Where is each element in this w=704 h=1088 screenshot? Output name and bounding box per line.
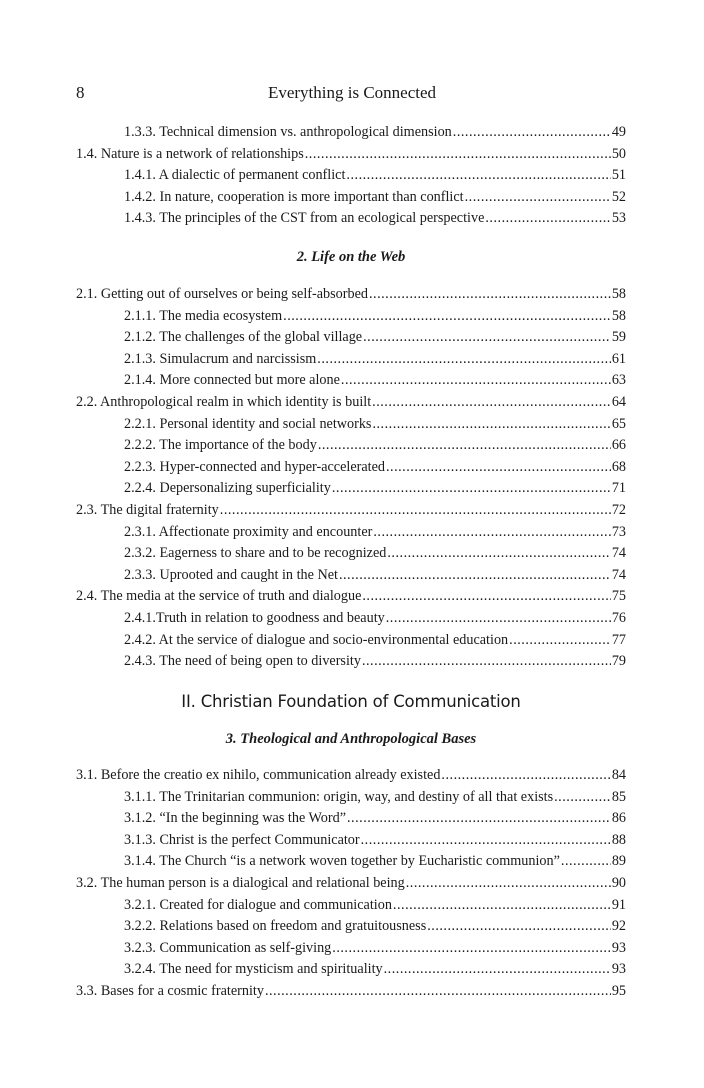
dot-leader <box>363 327 611 349</box>
toc-entry <box>76 392 626 414</box>
toc-page-number: 51 <box>611 167 626 184</box>
toc-entry <box>76 586 626 608</box>
toc-entry <box>76 435 626 457</box>
toc-entry <box>76 651 626 673</box>
toc-entry <box>76 522 626 544</box>
toc-entry-title: 1.4.1. A dialectic of permanent conflict <box>124 167 346 184</box>
toc-entry <box>76 165 626 187</box>
toc-section <box>76 284 626 673</box>
dot-leader <box>339 565 611 587</box>
dot-leader <box>386 608 611 630</box>
toc-entry <box>76 122 626 144</box>
toc-page-number: 89 <box>611 853 626 870</box>
dot-leader <box>427 916 611 938</box>
toc-entry <box>76 959 626 981</box>
dot-leader <box>318 435 611 457</box>
toc-entry-title: 2.3. The digital fraternity <box>76 501 219 518</box>
toc-page-number: 85 <box>611 788 626 805</box>
toc-page-number: 76 <box>611 609 626 626</box>
dot-leader <box>220 500 611 522</box>
toc-page-number: 64 <box>611 393 626 410</box>
toc-page-number: 92 <box>611 918 626 935</box>
dot-leader <box>554 787 611 809</box>
toc-entry-title: 2.2. Anthropological realm in which identity is built <box>76 393 372 410</box>
dot-leader <box>341 370 611 392</box>
toc-page-number: 77 <box>611 631 626 648</box>
toc-entry <box>76 306 626 328</box>
toc-page-number: 95 <box>611 982 626 999</box>
dot-leader <box>373 522 610 544</box>
chapter-heading: 3. Theological and Anthropological Bases <box>225 731 477 747</box>
toc-entry-title: 2.1. Getting out of ourselves or being self-absorbed <box>76 286 368 302</box>
toc-entry <box>76 873 626 895</box>
toc-entry <box>76 349 626 371</box>
dot-leader <box>372 392 611 414</box>
toc-entry-title: 3.1.4. The Church “is a network woven together by Eucharistic communion” <box>124 853 560 870</box>
toc-entry-title: 2.2.1. Personal identity and social networks <box>124 415 372 432</box>
toc-entry <box>76 144 626 166</box>
toc-entry-title: 2.4.1.Truth in relation to goodness and beauty <box>124 609 385 626</box>
toc-page-number: 63 <box>611 372 626 389</box>
toc-entry <box>76 938 626 960</box>
toc-entry <box>76 830 626 852</box>
toc-page-number: 93 <box>611 961 626 978</box>
toc-page-number: 52 <box>611 188 626 205</box>
dot-leader <box>369 284 611 306</box>
toc-entry-title: 3.1.1. The Trinitarian communion: origin, way, and destiny of all that exists <box>124 788 554 805</box>
dot-leader <box>283 306 611 328</box>
toc-entry <box>76 895 626 917</box>
toc-page-number: 75 <box>611 588 626 605</box>
dot-leader <box>362 651 611 673</box>
toc-entry-title: 1.4.2. In nature, cooperation is more important than conflict <box>124 188 464 205</box>
toc-entry-title: 3.3. Bases for a cosmic fraternity <box>76 982 264 999</box>
dot-leader <box>347 808 611 830</box>
dot-leader <box>509 630 611 652</box>
toc-page-number: 93 <box>611 939 626 956</box>
toc-page-number: 65 <box>611 415 626 432</box>
running-head <box>76 82 628 104</box>
toc-entry-title: 2.3.1. Affectionate proximity and encounter <box>124 523 373 540</box>
toc-entry <box>76 851 626 873</box>
toc-entry-title: 3.1. Before the creatio ex nihilo, communication already existed <box>76 767 441 783</box>
dot-leader <box>346 165 610 187</box>
toc-page-number: 66 <box>611 437 626 454</box>
toc-page-number: 73 <box>611 523 626 540</box>
toc-page-number: 88 <box>611 831 626 848</box>
toc-entry <box>76 981 626 1003</box>
toc-page-number: 91 <box>611 896 626 913</box>
dot-leader <box>386 457 611 479</box>
toc-page-number: 90 <box>611 874 626 891</box>
part-heading: II. Christian Foundation of Communication <box>181 692 521 711</box>
dot-leader <box>485 208 610 230</box>
toc-page-number: 74 <box>611 545 626 562</box>
toc-entry <box>76 765 626 787</box>
dot-leader <box>561 851 611 873</box>
toc-entry-title: 3.2.4. The need for mysticism and spirituality <box>124 961 383 978</box>
toc-page-number: 58 <box>611 286 626 302</box>
toc-entry-title: 2.2.2. The importance of the body <box>124 437 317 454</box>
toc-entry-title: 2.3.3. Uprooted and caught in the Net <box>124 566 338 583</box>
toc-entry <box>76 414 626 436</box>
chapter-heading: 2. Life on the Web <box>296 249 406 265</box>
toc-page-number: 71 <box>611 480 626 497</box>
toc-entry-title: 3.2.3. Communication as self-giving <box>124 939 332 956</box>
dot-leader <box>372 414 610 436</box>
toc-entry <box>76 787 626 809</box>
toc-page-number: 53 <box>611 210 626 227</box>
dot-leader <box>441 765 610 787</box>
toc-entry <box>76 543 626 565</box>
dot-leader <box>387 543 610 565</box>
toc-entry-title: 1.3.3. Technical dimension vs. anthropological dimension <box>124 124 452 140</box>
toc-entry-title: 1.4. Nature is a network of relationships <box>76 145 304 162</box>
toc-entry-title: 3.1.2. “In the beginning was the Word” <box>124 810 346 827</box>
toc-entry-title: 2.4.2. At the service of dialogue and socio-environmental education <box>124 631 509 648</box>
toc-page-number: 84 <box>611 767 626 783</box>
toc-entry <box>76 457 626 479</box>
toc-entry <box>76 808 626 830</box>
toc-page-number: 86 <box>611 810 626 827</box>
toc-entry <box>76 916 626 938</box>
dot-leader <box>406 873 611 895</box>
dot-leader <box>361 830 611 852</box>
toc-entry <box>76 284 626 306</box>
toc-entry <box>76 500 626 522</box>
toc-page-number: 49 <box>611 124 626 140</box>
toc-entry-title: 2.1.4. More connected but more alone <box>124 372 340 389</box>
dot-leader <box>332 478 611 500</box>
toc-entry-title: 2.3.2. Eagerness to share and to be recognized <box>124 545 387 562</box>
toc-section <box>76 122 626 230</box>
toc-entry-title: 2.1.1. The media ecosystem <box>124 307 283 324</box>
dot-leader <box>305 144 611 166</box>
toc-page-number: 59 <box>611 329 626 346</box>
toc-entry-title: 2.4. The media at the service of truth and dialogue <box>76 588 362 605</box>
toc-entry-title: 3.2.1. Created for dialogue and communication <box>124 896 392 913</box>
toc-page-number: 79 <box>611 653 626 670</box>
toc-entry <box>76 370 626 392</box>
toc-entry <box>76 565 626 587</box>
toc-entry-title: 2.1.3. Simulacrum and narcissism <box>124 350 317 367</box>
toc-entry-title: 3.1.3. Christ is the perfect Communicator <box>124 831 360 848</box>
toc-entry <box>76 187 626 209</box>
dot-leader <box>317 349 611 371</box>
toc-entry-title: 2.1.2. The challenges of the global village <box>124 329 363 346</box>
dot-leader <box>384 959 611 981</box>
page-number: 8 <box>76 83 85 102</box>
toc-page-number: 58 <box>611 307 626 324</box>
toc-entry <box>76 608 626 630</box>
toc-page-number: 68 <box>611 458 626 475</box>
dot-leader <box>465 187 611 209</box>
dot-leader <box>332 938 611 960</box>
toc-section <box>76 765 626 1003</box>
toc-page-number: 61 <box>611 350 626 367</box>
toc-entry <box>76 478 626 500</box>
toc-page-number: 72 <box>611 501 626 518</box>
toc-entry <box>76 208 626 230</box>
dot-leader <box>453 122 611 144</box>
toc-entry <box>76 630 626 652</box>
dot-leader <box>265 981 611 1003</box>
toc-entry-title: 2.2.4. Depersonalizing superficiality <box>124 480 331 497</box>
toc-entry-title: 3.2. The human person is a dialogical and relational being <box>76 874 405 891</box>
dot-leader <box>393 895 611 917</box>
book-title: Everything is Connected <box>267 83 437 102</box>
toc-page-number: 74 <box>611 566 626 583</box>
toc-entry-title: 1.4.3. The principles of the CST from an ecological perspective <box>124 210 485 227</box>
toc-entry-title: 2.2.3. Hyper-connected and hyper-accelerated <box>124 458 385 475</box>
dot-leader <box>362 586 610 608</box>
toc-entry <box>76 327 626 349</box>
toc-entry-title: 2.4.3. The need of being open to diversity <box>124 653 361 670</box>
toc-page-number: 50 <box>611 145 626 162</box>
toc-entry-title: 3.2.2. Relations based on freedom and gratuitousness <box>124 918 427 935</box>
